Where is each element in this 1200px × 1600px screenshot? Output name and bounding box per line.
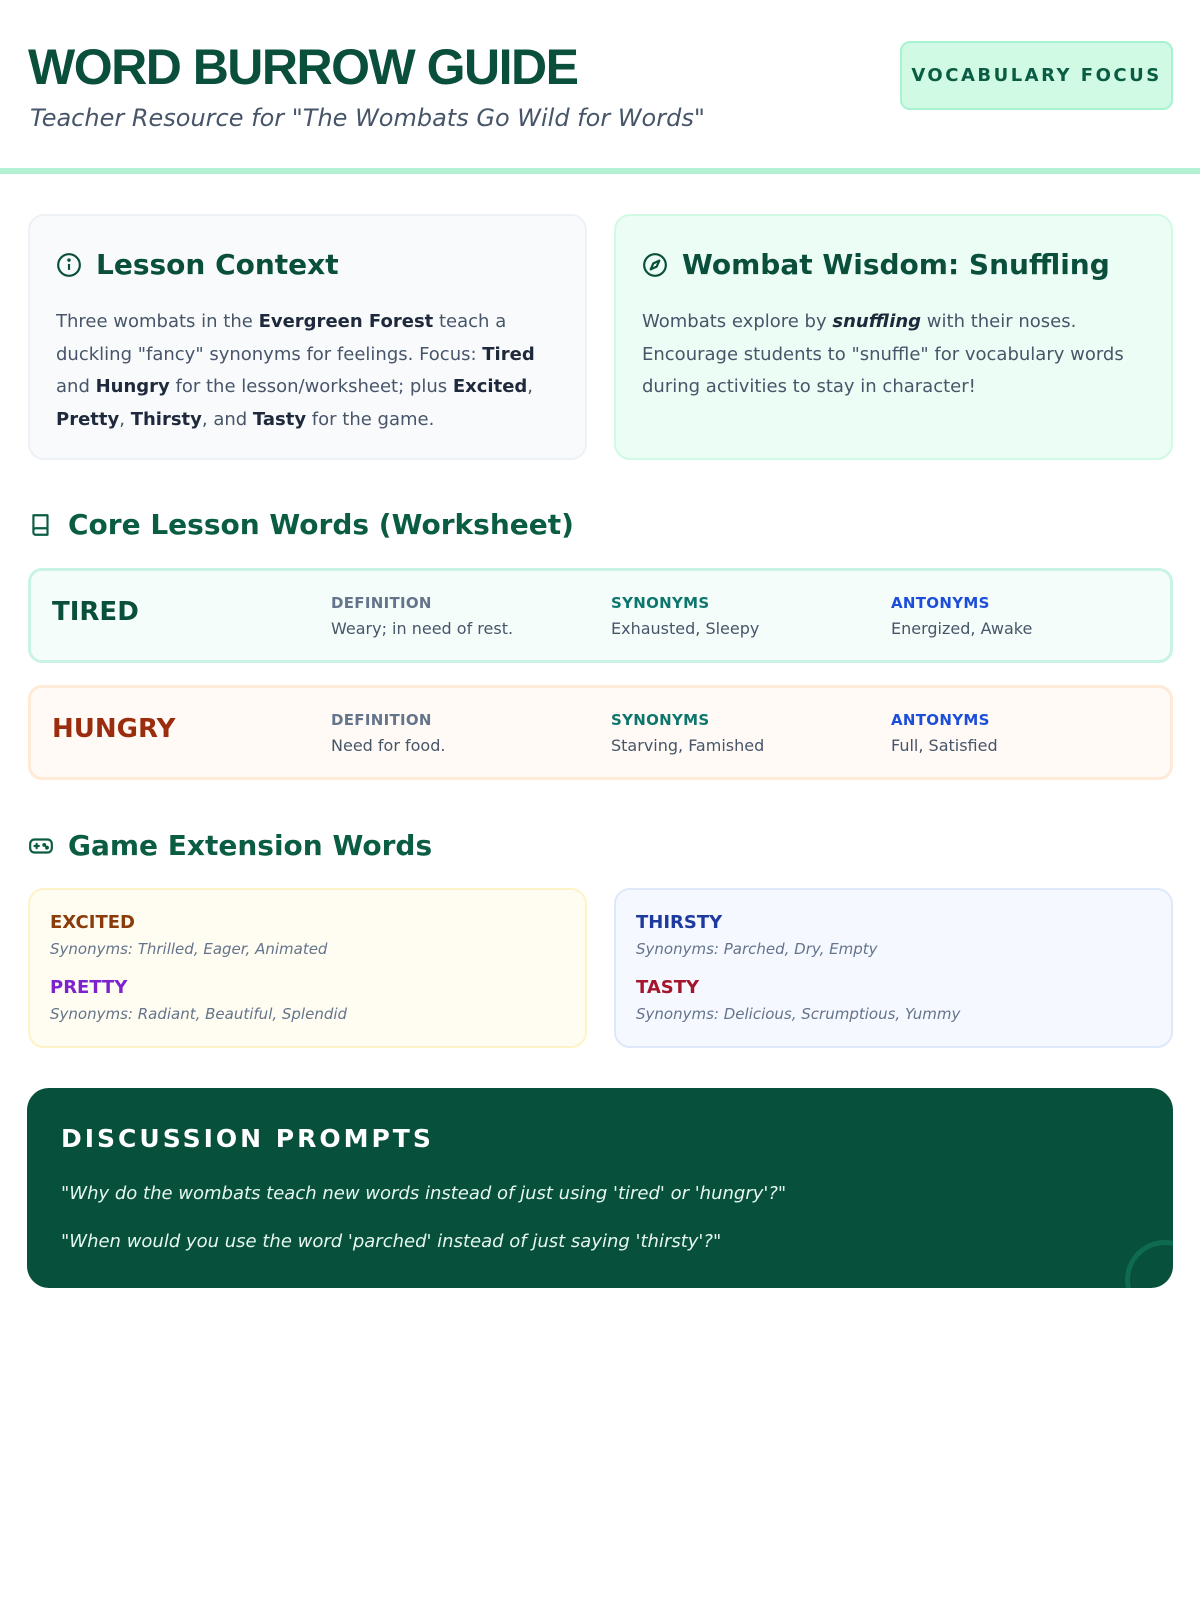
body-text: teach a duckling "fancy" synonyms for feelings. Focus: [56, 311, 507, 365]
game-word-synonyms: Synonyms: Thrilled, Eager, Animated [50, 940, 328, 958]
lesson-context-title: Lesson Context [96, 248, 339, 281]
wombat-wisdom-text [642, 306, 1142, 404]
game-word-synonyms: Synonyms: Radiant, Beautiful, Splendid [50, 1005, 348, 1023]
core-words-heading [28, 508, 574, 541]
definition-column [331, 711, 445, 755]
body-text: Three wombats in the [56, 311, 259, 332]
definition-value: Weary; in need of rest. [331, 619, 514, 638]
word-row-tired [28, 568, 1173, 663]
discussion-title: DISCUSSION PROMPTS [61, 1124, 434, 1153]
lesson-context-text [56, 306, 556, 436]
game-word-pretty: PRETTY [50, 977, 128, 998]
compass-icon [642, 252, 668, 278]
page-header [0, 0, 1200, 174]
page-title: WORD BURROW GUIDE [28, 39, 578, 95]
emphasis-text: Evergreen Forest [258, 311, 434, 332]
gamepad-icon [28, 833, 54, 859]
wombat-wisdom-heading [642, 248, 1110, 281]
discussion-prompt: "Why do the wombats teach new words instead of just using 'tired' or 'hungry'?" [61, 1183, 787, 1204]
body-text: , [119, 408, 131, 430]
antonyms-value: Full, Satisfied [891, 736, 998, 755]
synonyms-value: Exhausted, Sleepy [611, 619, 760, 638]
game-word-thirsty: THIRSTY [636, 912, 723, 933]
body-text: with their noses. Encourage students to "snuffle" for vocabulary words during activities to stay in character! [642, 311, 1124, 397]
game-word-excited: EXCITED [50, 912, 135, 933]
discussion-prompts-panel [27, 1088, 1173, 1288]
emphasis-text: Hungry [95, 376, 170, 397]
word-title: TIRED [52, 597, 139, 627]
emphasis-text: Thirsty [130, 408, 202, 430]
antonyms-value: Energized, Awake [891, 619, 1033, 638]
emphasis-text: Excited [452, 376, 528, 397]
body-text: , and [201, 408, 253, 430]
antonyms-column [891, 711, 998, 755]
game-word-synonyms: Synonyms: Parched, Dry, Empty [636, 940, 878, 958]
core-words-title: Core Lesson Words (Worksheet) [68, 508, 574, 541]
book-icon [28, 512, 54, 538]
synonyms-label: SYNONYMS [611, 711, 710, 729]
game-word-synonyms: Synonyms: Delicious, Scrumptious, Yummy [636, 1005, 961, 1023]
body-text: for the game. [306, 408, 435, 430]
lesson-context-card [28, 214, 587, 460]
game-words-card-right [614, 888, 1173, 1048]
synonyms-column [611, 711, 764, 755]
definition-label: DEFINITION [331, 594, 432, 612]
page-subtitle: Teacher Resource for "The Wombats Go Wild for Words" [30, 104, 705, 132]
body-text: , [527, 376, 534, 397]
emphasis-text: snuffling [832, 311, 922, 332]
wombat-wisdom-title: Wombat Wisdom: Snuffling [682, 248, 1110, 281]
info-circle-icon [56, 252, 82, 278]
game-words-heading [28, 829, 432, 862]
lesson-context-heading [56, 248, 339, 281]
decorative-ring [1125, 1240, 1173, 1288]
emphasis-text: Tasty [252, 408, 307, 430]
game-word-tasty: TASTY [636, 977, 700, 998]
emphasis-text: Tired [482, 343, 535, 365]
antonyms-label: ANTONYMS [891, 594, 990, 612]
synonyms-value: Starving, Famished [611, 736, 765, 755]
definition-column [331, 594, 513, 638]
synonyms-label: SYNONYMS [611, 594, 710, 612]
definition-label: DEFINITION [331, 711, 432, 729]
synonyms-column [611, 594, 759, 638]
word-title: HUNGRY [52, 714, 176, 744]
body-text: and [56, 376, 96, 397]
discussion-prompt: "When would you use the word 'parched' instead of just saying 'thirsty'?" [61, 1231, 722, 1252]
antonyms-label: ANTONYMS [891, 711, 990, 729]
emphasis-text: Pretty [56, 408, 120, 430]
body-text: Wombats explore by [642, 311, 833, 332]
body-text: for the lesson/worksheet; plus [169, 376, 453, 397]
definition-value: Need for food. [331, 736, 446, 755]
vocabulary-focus-badge: VOCABULARY FOCUS [900, 41, 1173, 110]
game-words-card-left [28, 888, 587, 1048]
antonyms-column [891, 594, 1032, 638]
wombat-wisdom-card [614, 214, 1173, 460]
game-words-title: Game Extension Words [68, 829, 433, 862]
word-row-hungry [28, 685, 1173, 780]
